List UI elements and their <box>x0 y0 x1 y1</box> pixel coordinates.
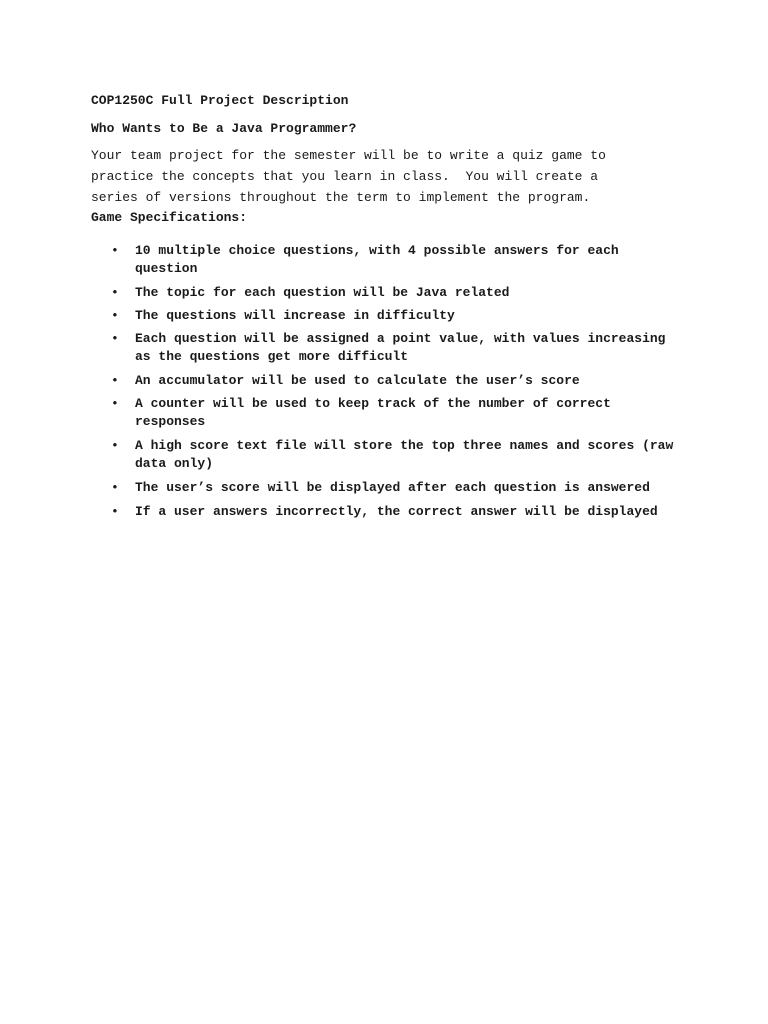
list-item <box>91 330 675 366</box>
list-item <box>91 372 675 390</box>
document-subtitle: Who Wants to Be a Java Programmer? <box>91 121 357 136</box>
intro-line: Your team project for the semester will be to write a quiz game to <box>91 148 606 163</box>
bullet-icon: • <box>111 438 119 453</box>
bullet-icon: • <box>111 373 119 388</box>
list-item-text: The topic for each question will be Java related <box>135 285 510 300</box>
bullet-icon: • <box>111 504 119 519</box>
intro-paragraph <box>91 145 691 208</box>
bullet-icon: • <box>111 243 119 258</box>
bullet-icon: • <box>111 396 119 411</box>
list-item-text: A high score text file will store the top three names and scores (raw data only) <box>135 438 674 471</box>
list-item <box>91 284 675 302</box>
list-item-text: An accumulator will be used to calculate the user’s score <box>135 373 580 388</box>
bullet-icon: • <box>111 331 119 346</box>
list-item <box>91 503 675 521</box>
bullet-icon: • <box>111 285 119 300</box>
list-item <box>91 242 675 278</box>
list-item <box>91 395 675 431</box>
list-item <box>91 479 675 497</box>
list-item-text: The questions will increase in difficulty <box>135 308 455 323</box>
specs-list <box>91 242 691 521</box>
list-item <box>91 307 675 325</box>
bullet-icon: • <box>111 480 119 495</box>
specs-heading: Game Specifications: <box>91 210 248 225</box>
document-title: COP1250C Full Project Description <box>91 93 349 108</box>
list-item-text: Each question will be assigned a point value, with values increasing as the questions get more difficult <box>135 331 666 364</box>
list-item <box>91 437 675 473</box>
intro-line: series of versions throughout the term to implement the program. <box>91 190 591 205</box>
intro-line: practice the concepts that you learn in class. You will create a <box>91 169 599 184</box>
document-content <box>91 91 691 527</box>
list-item-text: If a user answers incorrectly, the correct answer will be displayed <box>135 504 658 519</box>
list-item-text: A counter will be used to keep track of the number of correct responses <box>135 396 611 429</box>
list-item-text: 10 multiple choice questions, with 4 possible answers for each question <box>135 243 619 276</box>
list-item-text: The user’s score will be displayed after each question is answered <box>135 480 650 495</box>
bullet-icon: • <box>111 308 119 323</box>
